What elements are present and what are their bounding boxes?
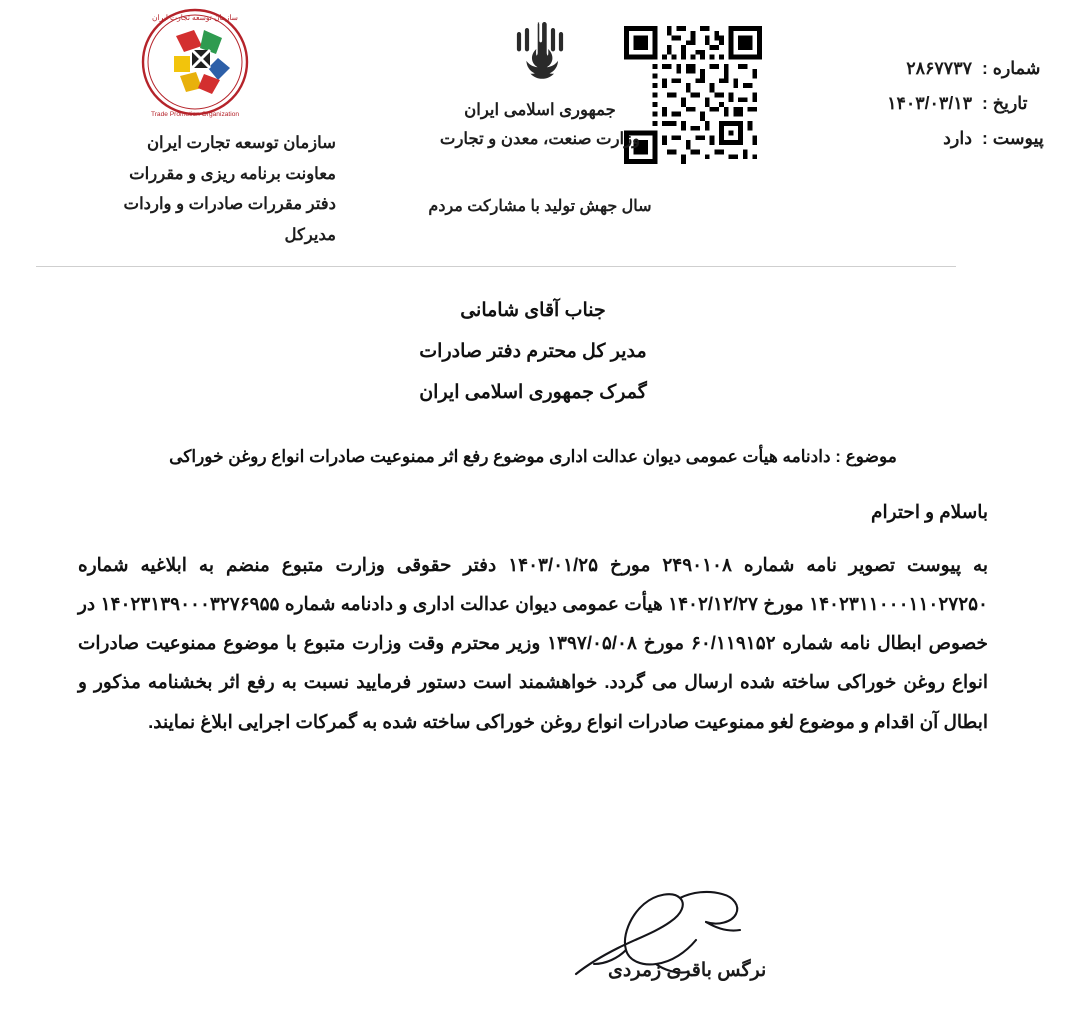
letter-body: به پیوست تصویر نامه شماره ۲۴۹۰۱۰۸ مورخ ۱۴۰۳/۰۱/۲۵ دفتر حقوقی وزارت متبوع منضم به ابلاغیه شماره ۱۴۰۲۳۱۱۰۰۰۱۱۰۲۷۲۵۰ مورخ ۱۴۰۲/۱۲/۲۷ هیأت عمومی دیوان عدالت اداری و دادنامه شماره ۱۴۰۲۳۱۳۹۰۰۰۳۲۷۶۹۵۵ در خصوص ابطال نامه شماره ۶۰/۱۱۹۱۵۲ مورخ ۱۳۹۷/۰۵/۰۸ وزیر محترم وقت وزارت متبوع با موضوع ممنوعیت صادرات انواع روغن خوراکی ساخته شده ارسال می گردد. خواهشمند است دستور فرمایید نسبت به رفع اثر بخشنامه مذکور و ابطال آن اقدام و موضوع لغو ممنوعیت صادرات انواع روغن خوراکی ساخته شده به گمرکات اجرایی ابلاغ نمایند. (78, 553, 989, 732)
letter-attachment-value: دارد (943, 128, 972, 148)
letter-number-label: شماره : (982, 58, 1041, 78)
organization-deputy: معاونت برنامه ریزی و مقررات (129, 164, 336, 183)
signer-name: نرگس باقری زمردی (608, 960, 767, 981)
organization-role: مدیرکل (284, 225, 336, 244)
organization-office: دفتر مقررات صادرات و واردات (123, 195, 336, 214)
letter-number-row (778, 58, 1048, 79)
addressee-line-1: جناب آقای شامانی (460, 300, 606, 321)
letter-attachment-row (778, 128, 1048, 149)
addressee-block (78, 292, 988, 413)
signature-area (0, 870, 1080, 1010)
letter-attachment-label: پیوست : (982, 128, 1044, 148)
year-slogan: سال جهش تولید با مشارکت مردم (428, 197, 652, 215)
organization-name: سازمان توسعه تجارت ایران (146, 134, 336, 152)
addressee-line-2: مدیر کل محترم دفتر صادرات (419, 340, 647, 362)
trade-promotion-organization-logo-icon (118, 6, 272, 124)
letter-content (0, 292, 1080, 741)
letter-meta-block (778, 58, 1048, 163)
letter-number-value: ۲۸۶۷۷۳۷ (906, 58, 972, 78)
country-name: جمهوری اسلامی ایران (464, 101, 616, 119)
organization-logo-block (118, 6, 272, 124)
svg-text:سازمان توسعه تجارت ایران: سازمان توسعه تجارت ایران (152, 13, 238, 22)
letter-subject: موضوع : دادنامه هیأت عمومی دیوان عدالت اداری موضوع رفع اثر ممنوعیت صادرات انواع روغن خوراکی (169, 446, 897, 466)
letter-date-row (778, 93, 1048, 114)
letter-date-value: ۱۴۰۳/۰۳/۱۳ (887, 93, 972, 113)
document-header (0, 0, 1080, 250)
letter-date-label: تاریخ : (982, 93, 1028, 113)
letter-greeting: باسلام و احترام (871, 500, 988, 522)
addressee-line-3: گمرک جمهوری اسلامی ایران (419, 381, 647, 403)
iran-emblem-icon (507, 16, 573, 90)
svg-text:Trade Promotion Organization: Trade Promotion Organization (150, 111, 240, 118)
organization-titles (36, 128, 336, 250)
ministry-name: وزارت صنعت، معدن و تجارت (439, 129, 641, 148)
header-divider (36, 266, 956, 267)
ministry-identity-block (350, 16, 730, 216)
